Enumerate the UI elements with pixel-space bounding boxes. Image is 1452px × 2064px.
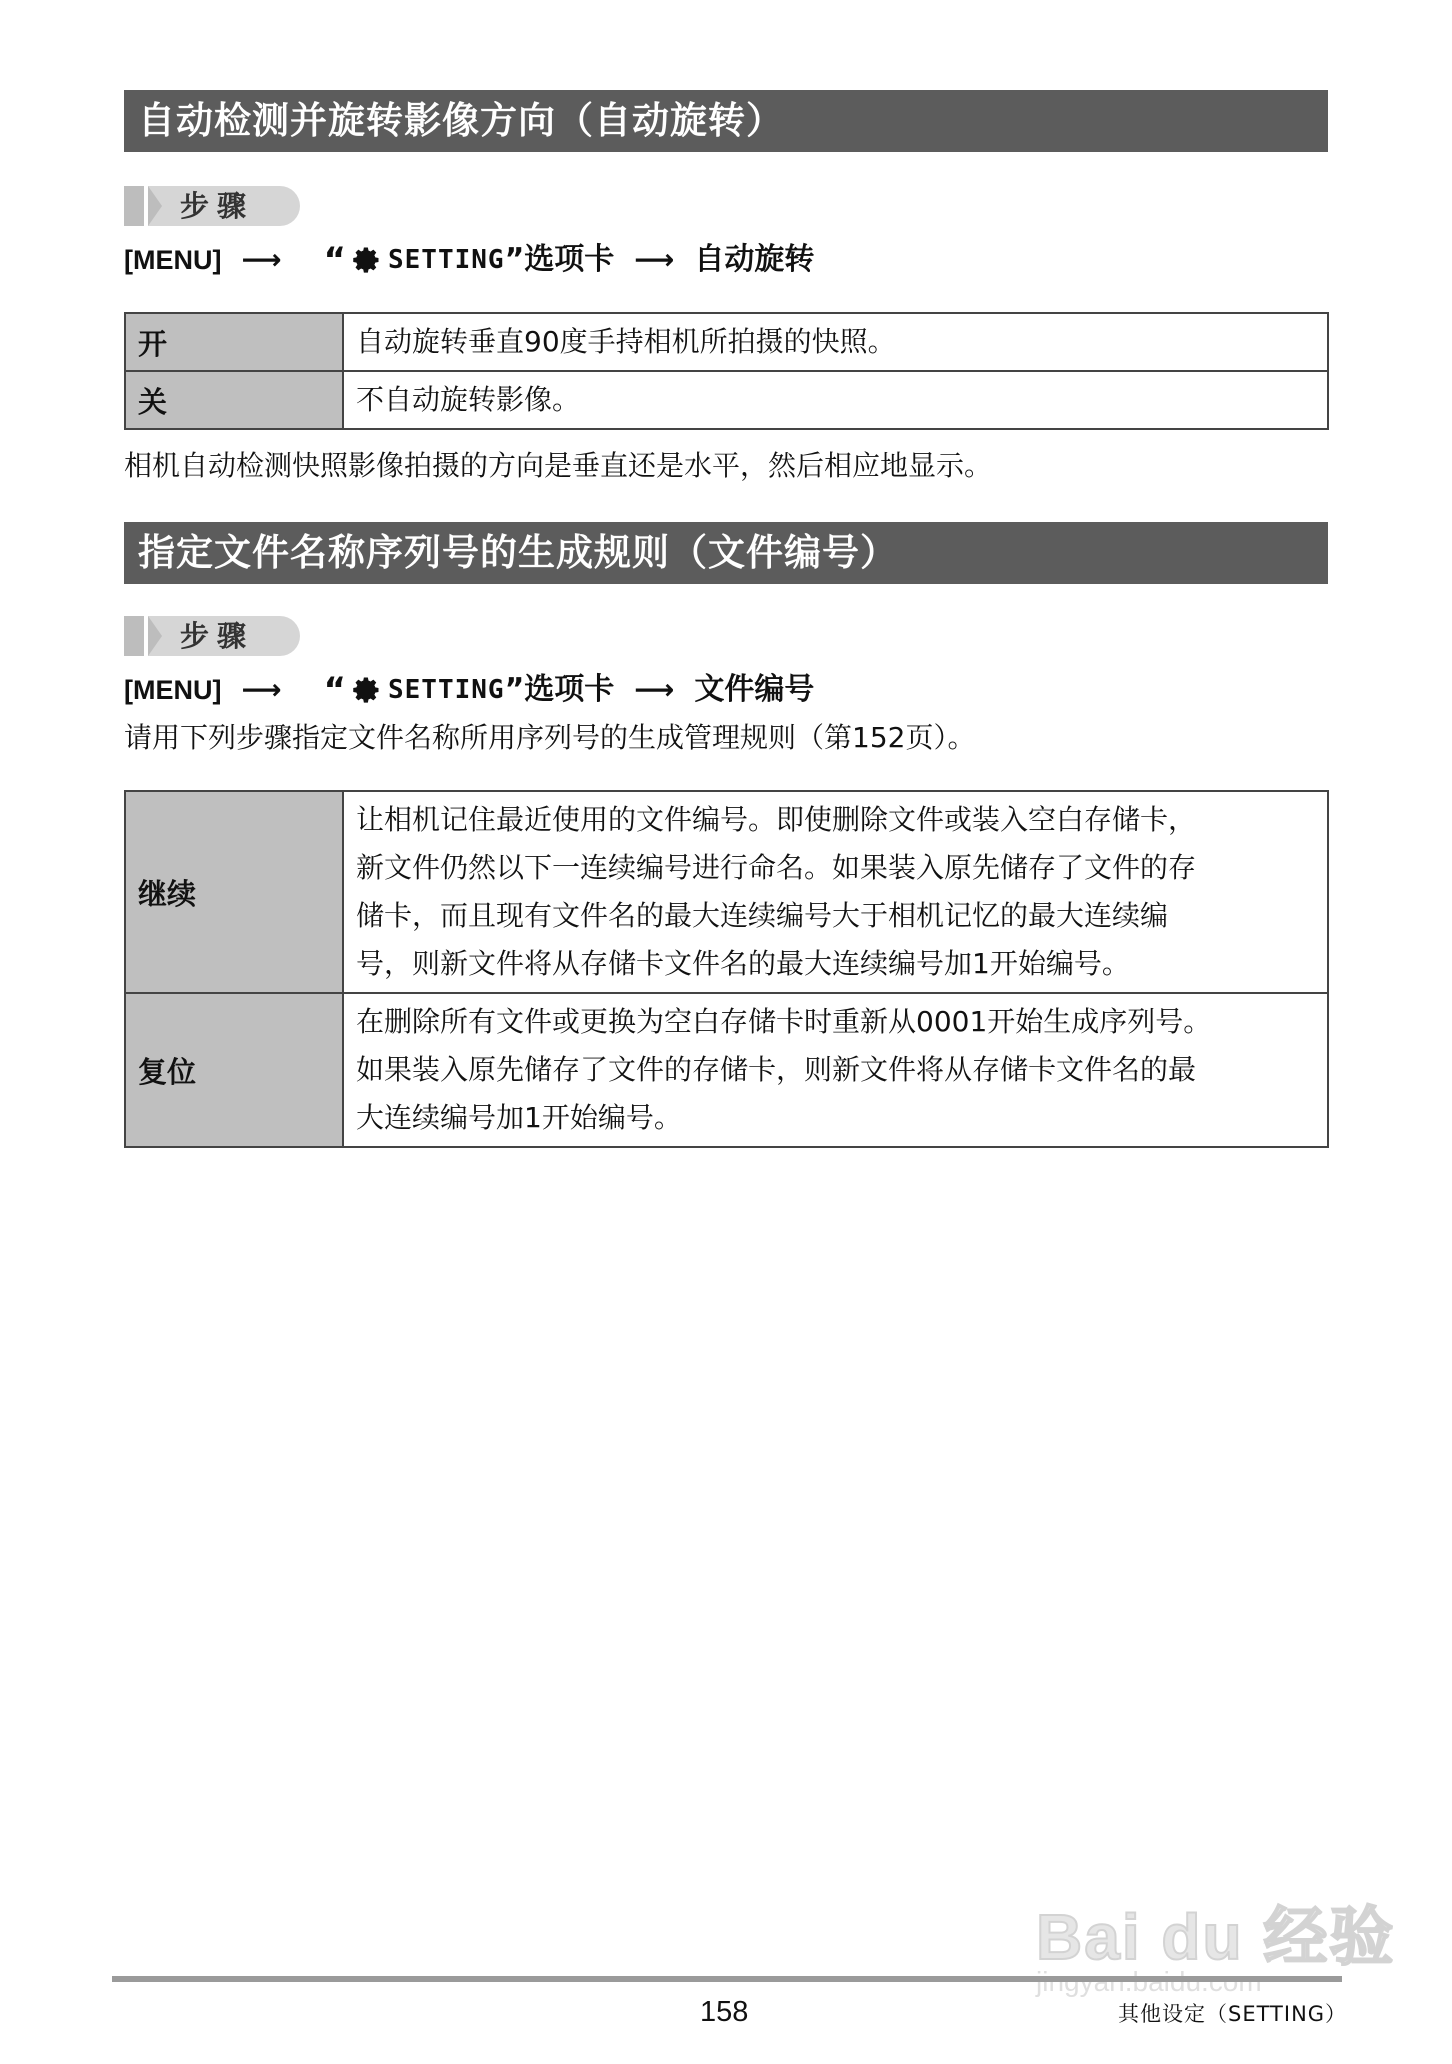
- option-line: 新文件仍然以下一连续编号进行命名。如果装入原先储存了文件的存: [356, 851, 1197, 884]
- option-line: 大连续编号加1开始编号。: [356, 1101, 682, 1134]
- chapter-title: 其他设定（SETTING）: [1118, 2002, 1348, 2026]
- table-row: [125, 791, 1328, 993]
- file-number-options-table: [124, 790, 1329, 1148]
- tab-suffix: ”选项卡: [504, 672, 615, 707]
- auto-rotate-options-table: [124, 312, 1329, 430]
- option-value: 自动旋转垂直90度手持相机所拍摄的快照。: [343, 313, 1328, 371]
- gear-icon: [352, 675, 382, 705]
- baidu-watermark: [1028, 1852, 1396, 1992]
- auto-rotate-note: 相机自动检测快照影像拍摄的方向是垂直还是水平，然后相应地显示。: [124, 449, 993, 482]
- arrow-icon: ⟶: [634, 673, 675, 706]
- menu-destination: 文件编号: [694, 672, 815, 707]
- quote-open: “: [323, 670, 346, 710]
- section-title-file-number: 指定文件名称序列号的生成规则（文件编号）: [124, 522, 1328, 584]
- footer-divider: [112, 1976, 1342, 1982]
- watermark-sub: [1036, 1966, 1262, 1998]
- tab-suffix: ”选项卡: [504, 242, 615, 277]
- option-key: 开: [125, 313, 343, 371]
- option-line: 如果装入原先储存了文件的存储卡，则新文件将从存储卡文件名的最: [356, 1053, 1197, 1086]
- quote-open: “: [323, 240, 346, 280]
- option-value: 不自动旋转影像。: [343, 371, 1328, 429]
- watermark-main: Bai du 经验: [1036, 1901, 1396, 1973]
- arrow-icon: ⟶: [634, 243, 675, 276]
- table-row: [125, 993, 1328, 1147]
- page-number: 158: [700, 1996, 749, 2028]
- menu-path: [124, 668, 814, 712]
- option-key: 关: [125, 371, 343, 429]
- table-row: [125, 313, 1328, 371]
- section-title-auto-rotate: 自动检测并旋转影像方向（自动旋转）: [124, 90, 1328, 152]
- setting-tab-name: SETTING: [387, 245, 505, 275]
- menu-destination: 自动旋转: [694, 242, 815, 277]
- menu-key: [MENU]: [124, 675, 222, 705]
- setting-tab-name: SETTING: [387, 675, 505, 705]
- file-number-intro: 请用下列步骤指定文件名称所用序列号的生成管理规则（第152页）。: [124, 721, 976, 754]
- step-label: 步骤: [180, 189, 255, 223]
- option-line: 让相机记住最近使用的文件编号。即使删除文件或装入空白存储卡，: [356, 803, 1197, 836]
- table-row: [125, 371, 1328, 429]
- arrow-icon: ⟶: [241, 673, 282, 706]
- option-line: 号，则新文件将从存储卡文件名的最大连续编号加1开始编号。: [356, 947, 1130, 980]
- option-value: [343, 993, 1328, 1147]
- option-key: 继续: [125, 791, 343, 993]
- option-value: [343, 791, 1328, 993]
- arrow-icon: ⟶: [241, 243, 282, 276]
- gear-icon: [352, 245, 382, 275]
- option-key: 复位: [125, 993, 343, 1147]
- option-line: 储卡，而且现有文件名的最大连续编号大于相机记忆的最大连续编: [356, 899, 1169, 932]
- menu-path: [124, 238, 814, 282]
- step-label: 步骤: [180, 619, 255, 653]
- menu-key: [MENU]: [124, 245, 222, 275]
- step-tag: [124, 616, 300, 656]
- step-tag: [124, 186, 300, 226]
- option-line: 在删除所有文件或更换为空白存储卡时重新从0001开始生成序列号。: [356, 1005, 1212, 1038]
